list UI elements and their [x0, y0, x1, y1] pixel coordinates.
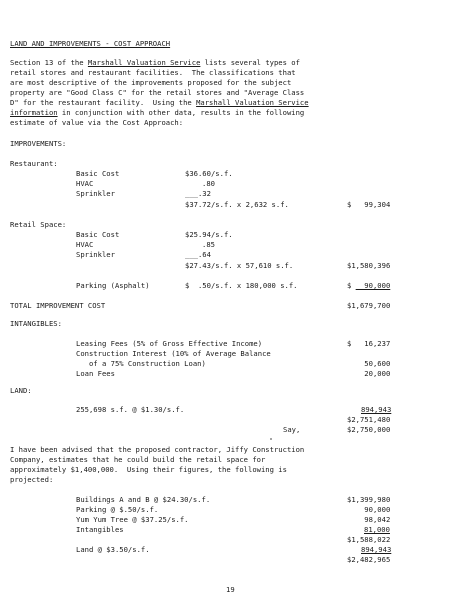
intro-line-6 — [10, 109, 304, 116]
parking-total — [347, 282, 390, 289]
projected-label-4: Intangibles — [76, 525, 124, 534]
restaurant-calc: $37.72/s.f. x 2,632 s.f. — [185, 200, 289, 209]
total-improvement-value: $1,679,700 — [347, 301, 391, 310]
intro-line-7: estimate of value via the Cost Approach: — [10, 118, 184, 127]
retail-sprinkler-label: Sprinkler — [76, 250, 115, 259]
mvs-reference: Marshall Valuation Service — [196, 98, 309, 107]
intro-line-4: property are "Good Class C" for the retail stores and "Average Class — [10, 88, 305, 97]
total-improvement-label: TOTAL IMPROVEMENT COST — [10, 301, 106, 310]
text: in conjunction with other data, results in the following — [57, 108, 305, 117]
intro-line-3: are most descriptive of the improvements proposed for the subject — [10, 78, 292, 87]
cost-sum: $2,751,480 — [347, 415, 391, 424]
projected-subtotal: $1,588,022 — [347, 535, 391, 544]
retail-label: Retail Space: — [10, 220, 67, 229]
improvements-heading: IMPROVEMENTS: — [10, 139, 67, 148]
leasing-fees-label: Leasing Fees (5% of Gross Effective Income) — [76, 339, 263, 348]
loan-fees-value: 20,000 — [347, 369, 391, 378]
text: Section 13 of the — [10, 58, 88, 67]
restaurant-sprinkler-value: ___.32 — [185, 189, 211, 198]
information-word: information — [10, 108, 58, 117]
projected-value-4 — [347, 526, 390, 533]
retail-basic-value: $25.94/s.f. — [185, 230, 233, 239]
loan-fees-label: Loan Fees — [76, 369, 115, 378]
say-value: $2,750,000 — [347, 425, 391, 434]
restaurant-hvac-label: HVAC — [76, 179, 94, 188]
retail-hvac-label: HVAC — [76, 240, 94, 249]
restaurant-hvac-value: .80 — [202, 179, 215, 188]
land-heading: LAND: — [10, 386, 32, 395]
restaurant-basic-value: $36.60/s.f. — [185, 169, 233, 178]
projected-label-1: Buildings A and B @ $24.30/s.f. — [76, 495, 211, 504]
projected-label-3: Yum Yum Tree @ $37.25/s.f. — [76, 515, 189, 524]
text: D" for the restaurant facility. Using the — [10, 98, 197, 107]
retail-hvac-value: .85 — [202, 240, 215, 249]
construction-interest-value: 50,600 — [347, 359, 391, 368]
page-number: 19 — [226, 585, 235, 594]
mvs-reference: Marshall Valuation Service — [87, 58, 201, 67]
restaurant-label: Restaurant: — [10, 159, 58, 168]
advised-line-4: projected: — [10, 475, 54, 484]
intro-line-5 — [10, 99, 309, 106]
retail-calc: $27.43/s.f. x 57,610 s.f. — [185, 261, 294, 270]
land2-label: Land @ $3.50/s.f. — [76, 545, 150, 554]
land-value — [347, 406, 391, 413]
intro-line-2: retail stores and restaurant facilities. The classifications that — [10, 68, 296, 77]
retail-basic-label: Basic Cost — [76, 230, 120, 239]
text: $ — [347, 281, 356, 290]
land-calc: 255,698 s.f. @ $1.30/s.f. — [76, 405, 185, 414]
restaurant-total: $ 99,304 — [347, 200, 391, 209]
retail-sprinkler-value: ___.64 — [185, 250, 211, 259]
restaurant-sprinkler-label: Sprinkler — [76, 189, 115, 198]
advised-line-2: Company, estimates that he could build the retail space for — [10, 455, 266, 464]
restaurant-basic-label: Basic Cost — [76, 169, 120, 178]
advised-line-3: approximately $1,400,000. Using their figures, the following is — [10, 465, 287, 474]
retail-total: $1,580,396 — [347, 261, 391, 270]
leasing-fees-value: $ 16,237 — [347, 339, 391, 348]
land2-value — [347, 546, 391, 553]
construction-interest-label-1: Construction Interest (10% of Average Balance — [76, 349, 271, 358]
intangibles-heading: INTANGIBLES: — [10, 319, 62, 328]
scan-speck — [270, 438, 272, 440]
text: lists several types of — [200, 58, 300, 67]
land-value-amount: 894,943 — [361, 405, 392, 414]
intangibles-amount: 81,000 — [364, 525, 390, 534]
say-label: Say, — [283, 425, 301, 434]
projected-value-3: 98,042 — [347, 515, 391, 524]
intro-line-1 — [10, 59, 300, 66]
projected-value-2: 90,000 — [347, 505, 391, 514]
advised-line-1: I have been advised that the proposed contractor, Jiffy Construction — [10, 445, 305, 454]
parking-label: Parking (Asphalt) — [76, 281, 150, 290]
parking-calc: $ .50/s.f. x 180,000 s.f. — [185, 281, 298, 290]
parking-total-value: 90,000 — [355, 281, 391, 290]
projected-value-1: $1,399,980 — [347, 495, 391, 504]
land2-amount: 894,943 — [361, 545, 392, 554]
projected-total: $2,482,965 — [347, 555, 391, 564]
construction-interest-label-2: of a 75% Construction Loan) — [76, 359, 206, 368]
projected-label-2: Parking @ $.50/s.f. — [76, 505, 159, 514]
title: LAND AND IMPROVEMENTS - COST APPROACH — [10, 39, 171, 48]
